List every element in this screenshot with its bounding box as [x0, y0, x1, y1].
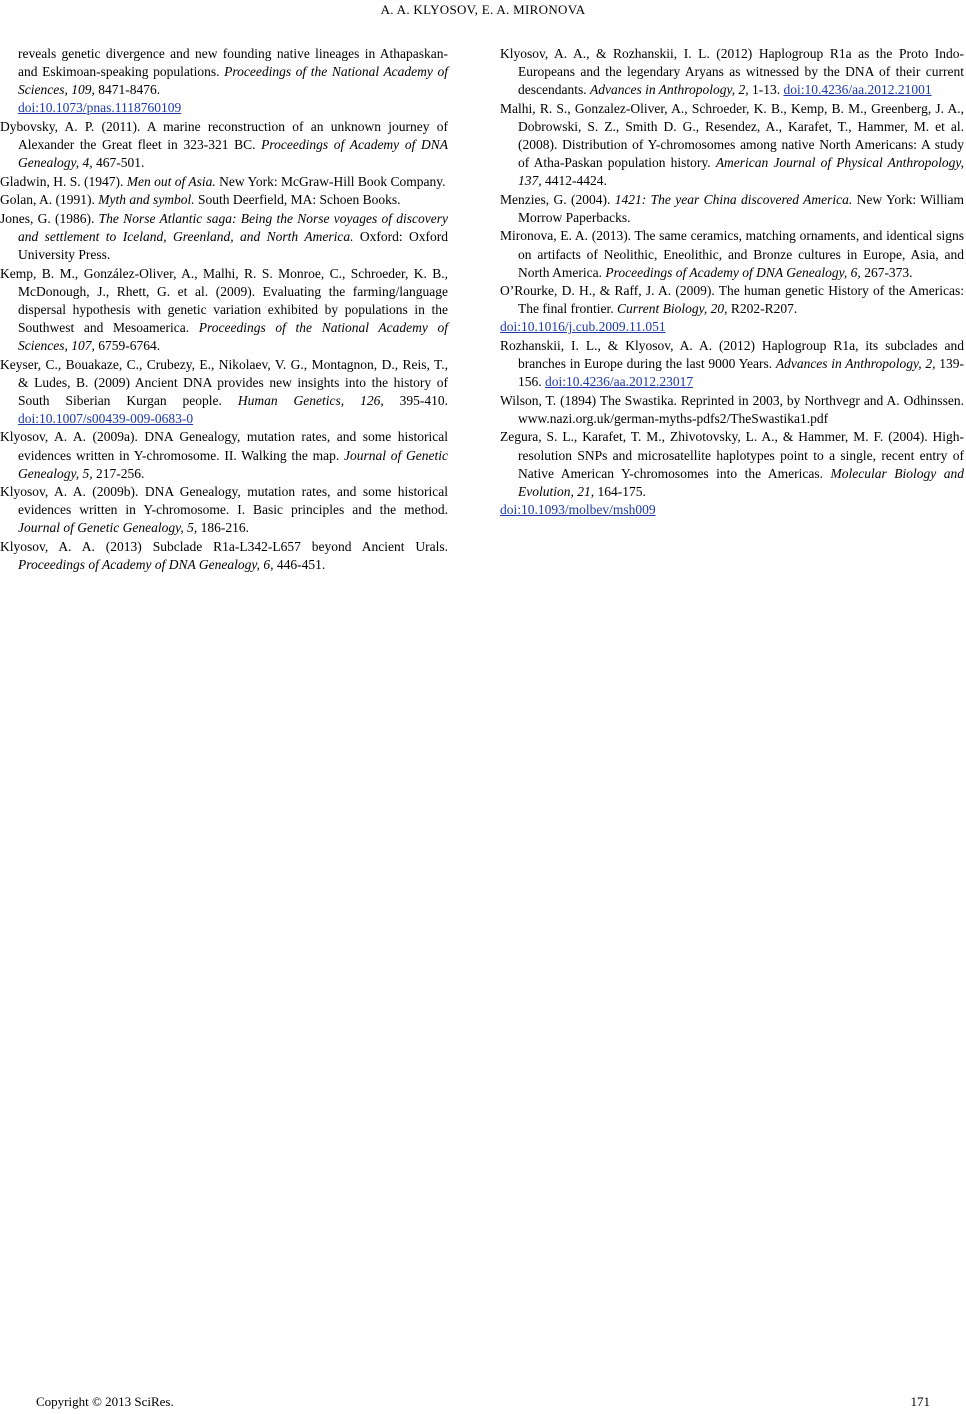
reference-text: Klyosov, A. A. (2009b). DNA Genealogy, mutation rates, and some historical evidences written in Y-chromosome. I. Basic principles and the method. — [0, 484, 448, 518]
doi-link[interactable]: doi:10.1093/molbev/msh009 — [500, 501, 656, 517]
reference-source: Journal of Genetic Genealogy, 5, — [18, 520, 198, 536]
reference-text: Keyser, C., Bouakaze, C., Crubezy, E., Nikolaev, V. G., Montagnon, D., Reis, T., & Ludes, B. (2009) Ancient DNA provides new insights into the history of South Siberian Kurgan people. — [0, 356, 448, 408]
reference-entry — [500, 227, 964, 281]
reference-source: American Journal of Physical Anthropology, 137, — [518, 155, 964, 189]
reference-text: Golan, A. (1991). — [0, 192, 99, 208]
reference-source: Proceedings of Academy of DNA Genealogy, 6, — [18, 557, 274, 573]
running-head: A. A. KLYOSOV, E. A. MIRONOVA — [380, 2, 586, 17]
page-number: 171 — [910, 1394, 930, 1409]
doi-link[interactable]: doi:10.1007/s00439-009-0683-0 — [18, 410, 194, 426]
doi-link[interactable]: doi:10.1016/j.cub.2009.11.051 — [500, 319, 666, 335]
reference-pages: South Deerfield, MA: Schoen Books. — [194, 192, 401, 208]
reference-source: The Norse Atlantic saga: Being the Norse voyages of discovery and settlement to Iceland, Greenland, and North America. — [18, 210, 448, 244]
reference-source: Myth and symbol. — [98, 192, 195, 208]
reference-source: Human Genetics, 126, — [237, 392, 384, 408]
reference-source: Journal of Genetic Genealogy, 5, — [18, 447, 448, 481]
reference-pages: 139-156. — [518, 356, 964, 390]
reference-text: O’Rourke, D. H., & Raff, J. A. (2009). The human genetic History of the Americas: The final frontier. — [500, 283, 964, 317]
reference-text: Dybovsky, A. P. (2011). A marine reconstruction of an unknown journey of Alexander the Great fleet in 323-321 BC. — [0, 118, 448, 152]
reference-pages: 217-256. — [92, 465, 145, 481]
reference-pages: 164-175. — [594, 483, 646, 499]
reference-entry — [0, 538, 448, 574]
reference-text: Menzies, G. (2004). — [500, 191, 615, 207]
reference-entry — [500, 45, 964, 99]
reference-entry — [0, 483, 448, 537]
reference-pages: R202-R207. — [727, 301, 798, 317]
doi-link[interactable]: doi:10.4236/aa.2012.21001 — [783, 82, 932, 98]
doi-link[interactable]: doi:10.4236/aa.2012.23017 — [545, 374, 694, 390]
reference-source: 1421: The year China discovered America. — [614, 191, 853, 207]
reference-text: Mironova, E. A. (2013). The same ceramics, matching ornaments, and identical signs on artifacts of Neolithic, Eneolithic, and Bronze cultures in Europe, Asia, and North America. — [500, 228, 964, 280]
reference-pages: Oxford: Oxford University Press. — [18, 228, 449, 263]
doi-link[interactable]: doi:10.1073/pnas.1118760109 — [18, 100, 182, 116]
reference-source: Proceedings of the National Academy of Sciences, 109, — [18, 64, 448, 98]
reference-entry — [0, 45, 448, 117]
reference-entry — [0, 356, 448, 428]
references-left-column — [0, 45, 448, 575]
reference-entry — [0, 191, 448, 209]
reference-pages: 467-501. — [92, 155, 145, 171]
reference-entry — [500, 191, 964, 227]
reference-entry — [0, 428, 448, 482]
reference-entry — [500, 392, 964, 428]
reference-text: Malhi, R. S., Gonzalez-Oliver, A., Schroeder, K. B., Kemp, B. M., Greenberg, J. A., Dobrowski, S. Z., Smith D. G., Resendez, A., Karafet, T., Hammer, M. et al. (2008). Distribution of Y-chromosomes among native North Americans: A study of Atha-Paskan population history. — [500, 100, 964, 171]
reference-text: Jones, G. (1986). — [0, 210, 99, 226]
reference-source: Proceedings of Academy of DNA Genealogy, 6, — [605, 264, 861, 280]
references-right-column — [500, 45, 964, 519]
reference-entry — [500, 100, 964, 190]
reference-text: Rozhanskii, I. L., & Klyosov, A. A. (2012) Haplogroup R1a, its subclades and branches in Europe during the last 9000 Years. — [500, 338, 964, 372]
reference-source: Proceedings of the National Academy of Sciences, 107, — [18, 319, 448, 353]
reference-text: Klyosov, A. A. (2013) Subclade R1a-L342-L657 beyond Ancient Urals. — [0, 539, 448, 555]
reference-pages: 4412-4424. — [541, 173, 607, 189]
reference-source: Advances in Anthropology, 2, — [775, 356, 936, 372]
reference-pages: 6759-6764. — [94, 338, 161, 353]
reference-pages: 267-373. — [860, 264, 913, 280]
reference-pages: 8471-8476. — [94, 82, 161, 98]
reference-text: Gladwin, H. S. (1947). — [0, 173, 127, 189]
reference-source: Advances in Anthropology, 2, — [589, 82, 749, 98]
reference-text: Kemp, B. M., González-Oliver, A., Malhi, R. S. Monroe, C., Schroeder, K. B., McDonough, J., Rhett, G. et al. (2009). Evaluating the farming/language dispersal hypothesis with genetic variation exhibited by populations in the Southwest and Mesoamerica. — [0, 265, 448, 335]
reference-pages: New York: McGraw-Hill Book Company. — [215, 173, 446, 189]
reference-pages: 446-451. — [273, 557, 326, 573]
reference-entry — [0, 210, 448, 264]
reference-source: Proceedings of Academy of DNA Genealogy, 4, — [18, 136, 448, 171]
reference-source: Men out of Asia. — [126, 173, 216, 189]
reference-entry — [0, 265, 448, 355]
reference-source: Molecular Biology and Evolution, 21, — [518, 465, 964, 499]
copyright-notice: Copyright © 2013 SciRes. — [36, 1394, 174, 1409]
reference-entry — [0, 118, 448, 172]
reference-text: reveals genetic divergence and new founding native lineages in Athapaskan- and Eskimoan-speaking populations. — [18, 46, 448, 80]
reference-entry — [500, 428, 964, 518]
reference-source: Current Biology, 20, — [616, 301, 728, 317]
reference-entry — [500, 282, 964, 336]
reference-text: Klyosov, A. A. (2009a). DNA Genealogy, mutation rates, and some historical evidences written in Y-chromosome. II. Walking the map. — [0, 429, 448, 463]
reference-entry — [500, 337, 964, 391]
reference-text: Klyosov, A. A., & Rozhanskii, I. L. (2012) Haplogroup R1a as the Proto Indo-Europeans and the legendary Aryans as witnessed by the DNA of their current descendants. — [500, 46, 964, 98]
reference-pages: New York: William Morrow Paperbacks. — [518, 191, 964, 225]
reference-pages: 395-410. — [383, 392, 449, 408]
reference-entry — [0, 173, 448, 191]
reference-text: Wilson, T. (1894) The Swastika. Reprinted in 2003, by Northvegr and A. Odhinssen. www.nazi.org.uk/german-myths-pdfs2/TheSwastika1.pdf — [500, 392, 964, 426]
reference-pages: 1-13. — [748, 82, 784, 98]
reference-text: Zegura, S. L., Karafet, T. M., Zhivotovsky, L. A., & Hammer, M. F. (2004). High-resolution SNPs and microsatellite haplotypes point to a single, recent entry of Native American Y-chromosomes into the Americas. — [500, 429, 964, 481]
reference-pages: 186-216. — [197, 520, 249, 536]
